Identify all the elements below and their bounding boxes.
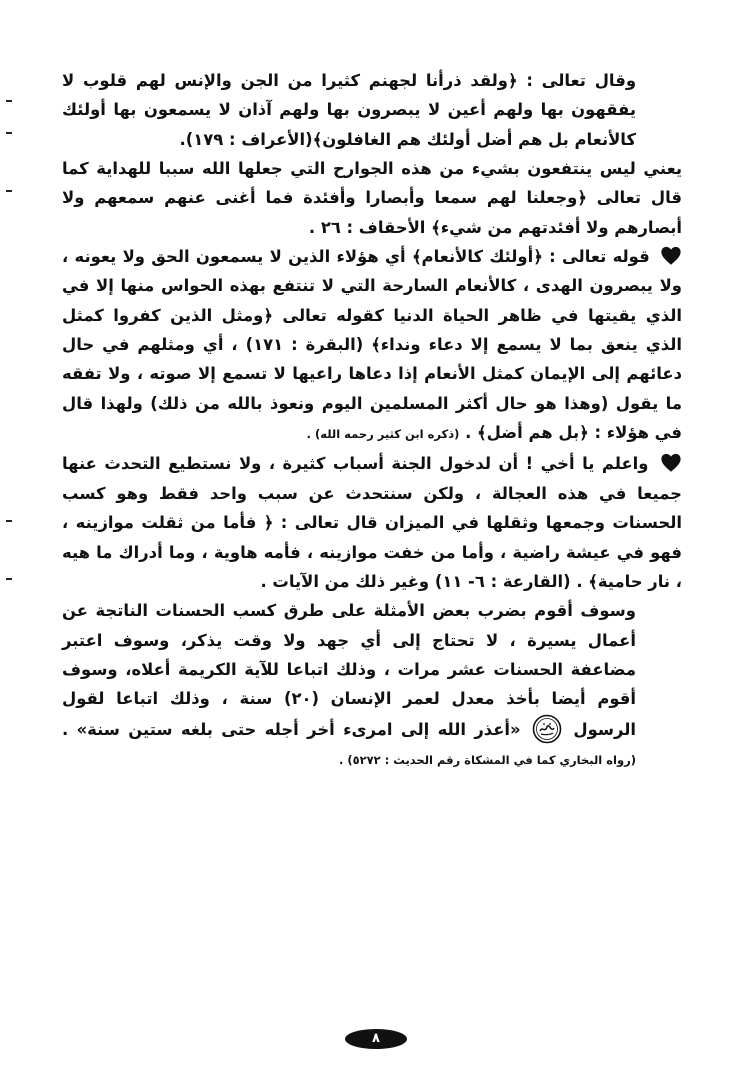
margin-tick — [6, 578, 12, 580]
salallahu-alayhi-wasallam-seal-icon — [532, 714, 562, 744]
paragraph-3 — [62, 242, 682, 449]
paragraph-4 — [62, 449, 682, 596]
citation: (رواه البخاري كما في المشكاة رقم الحديث : ٥٢٧٢) . — [338, 752, 636, 767]
paragraph-1 — [62, 66, 682, 154]
margin-tick — [6, 100, 12, 102]
text-line: وقال تعالى : ﴿ولقد ذرأنا لجهنم كثيرا من الجن والإنس لهم — [135, 71, 637, 90]
body-text — [62, 66, 682, 775]
text-line: أعلاه، وسوف أقوم أيضا بأخذ معدل لعمر الإنسان (٢٠) سنة ، وذلك — [62, 659, 636, 709]
margin-tick — [6, 132, 12, 134]
text-line: يعني ليس ينتفعون بشيء من هذه الجوارح التي جعلها الله سببا — [158, 159, 682, 179]
text-line: الناتجة عن أعمال يسيرة ، لا تحتاج إلى أي جهد ولا وقت يذكر، وسوف — [62, 601, 636, 650]
text-line: فأمه هاوية ، وما أدراك ما هيه ، نار حامية﴾ . (القارعة : ٦- ١١) — [62, 542, 682, 591]
heart-icon — [660, 245, 682, 267]
text-line: ﴿بل هم أضل﴾ . — [465, 423, 589, 443]
margin-tick — [6, 190, 12, 192]
text-line: ستين سنة» . — [62, 719, 173, 739]
text-line: من ثقلت موازينه ، فهو في عيشة راضية ، وأما من خفت موازينه ، — [62, 513, 682, 562]
text-line: هو حال أكثر المسلمين اليوم ونعوذ بالله من ذلك) ولهذا قال في هؤلاء : — [62, 393, 682, 443]
text-line: الأنعام إذا دعاها راعيها لا تسمع إلا صوته ، ولا تفقه ما يقول (وهذا — [62, 364, 682, 413]
text-line: قوله تعالى : ﴿أولئك كالأنعام﴾ أي هؤلاء الذين لا يسمعون الحق — [151, 247, 650, 267]
text-line: «أعذر الله إلى امرىء أخر أجله حتى بلغه — [180, 719, 521, 739]
paragraph-5 — [62, 596, 682, 775]
text-line: الحواس منها إلا في الذي يقيتها في ظاهر الحياة الدنيا كقوله تعالى — [62, 276, 682, 325]
text-line: التحدث عنها جميعا في هذه العجالة ، ولكن سنتحدث عن سبب واحد — [62, 454, 682, 503]
text-line: بها أولئك كالأنعام بل هم أضل أولئك هم الغافلون﴾(الأعراف : ١٧٩). — [62, 100, 636, 149]
text-line: اتباعا لقول الرسول — [62, 689, 636, 739]
text-line: وغير ذلك من الآيات . — [260, 571, 430, 591]
text-line: ولا يعونه ، ولا يبصرون الهدى ، كالأنعام السارحة التي لا تنتفع بهذه — [62, 247, 682, 296]
text-line: فقط وهو كسب الحسنات وجمعها وثقلها في الميزان قال تعالى : ﴿ فأما — [62, 483, 682, 533]
margin-tick — [6, 520, 12, 522]
text-line: قلوب لا يفقهون بها ولهم أعين لا يبصرون بها ولهم آذان لا يسمعون — [62, 71, 636, 120]
text-line: للهداية كما قال تعالى ﴿وجعلنا لهم سمعا وأبصارا وأفئدة فما أغنى — [62, 159, 682, 208]
text-line: ونداء﴾ (البقرة : ١٧١) ، أي ومثلهم في حال دعائهم إلى الإيمان كمثل — [62, 335, 682, 384]
paragraph-2 — [62, 154, 682, 242]
text-line: وسوف أقوم بضرب بعض الأمثلة على طرق كسب الحسنات — [155, 601, 636, 621]
text-line: عنهم سمعهم ولا أبصارهم ولا أفئدتهم من شيء﴾ الأحقاف : ٢٦ . — [62, 188, 682, 237]
page-number: ٨ — [372, 1031, 380, 1046]
citation: (ذكره ابن كثير رحمه الله) . — [306, 427, 460, 442]
text-line: واعلم يا أخي ! أن لدخول الجنة أسباب كثيرة ، ولا نستطيع — [168, 454, 649, 474]
heart-icon — [660, 452, 682, 474]
text-line: ﴿ومثل الذين كفروا كمثل الذي ينعق بما لا يسمع إلا دعاء — [62, 305, 682, 355]
text-line: اعتبر مضاعفة الحسنات عشر مرات ، وذلك اتباعا للآية الكريمة — [62, 630, 636, 679]
